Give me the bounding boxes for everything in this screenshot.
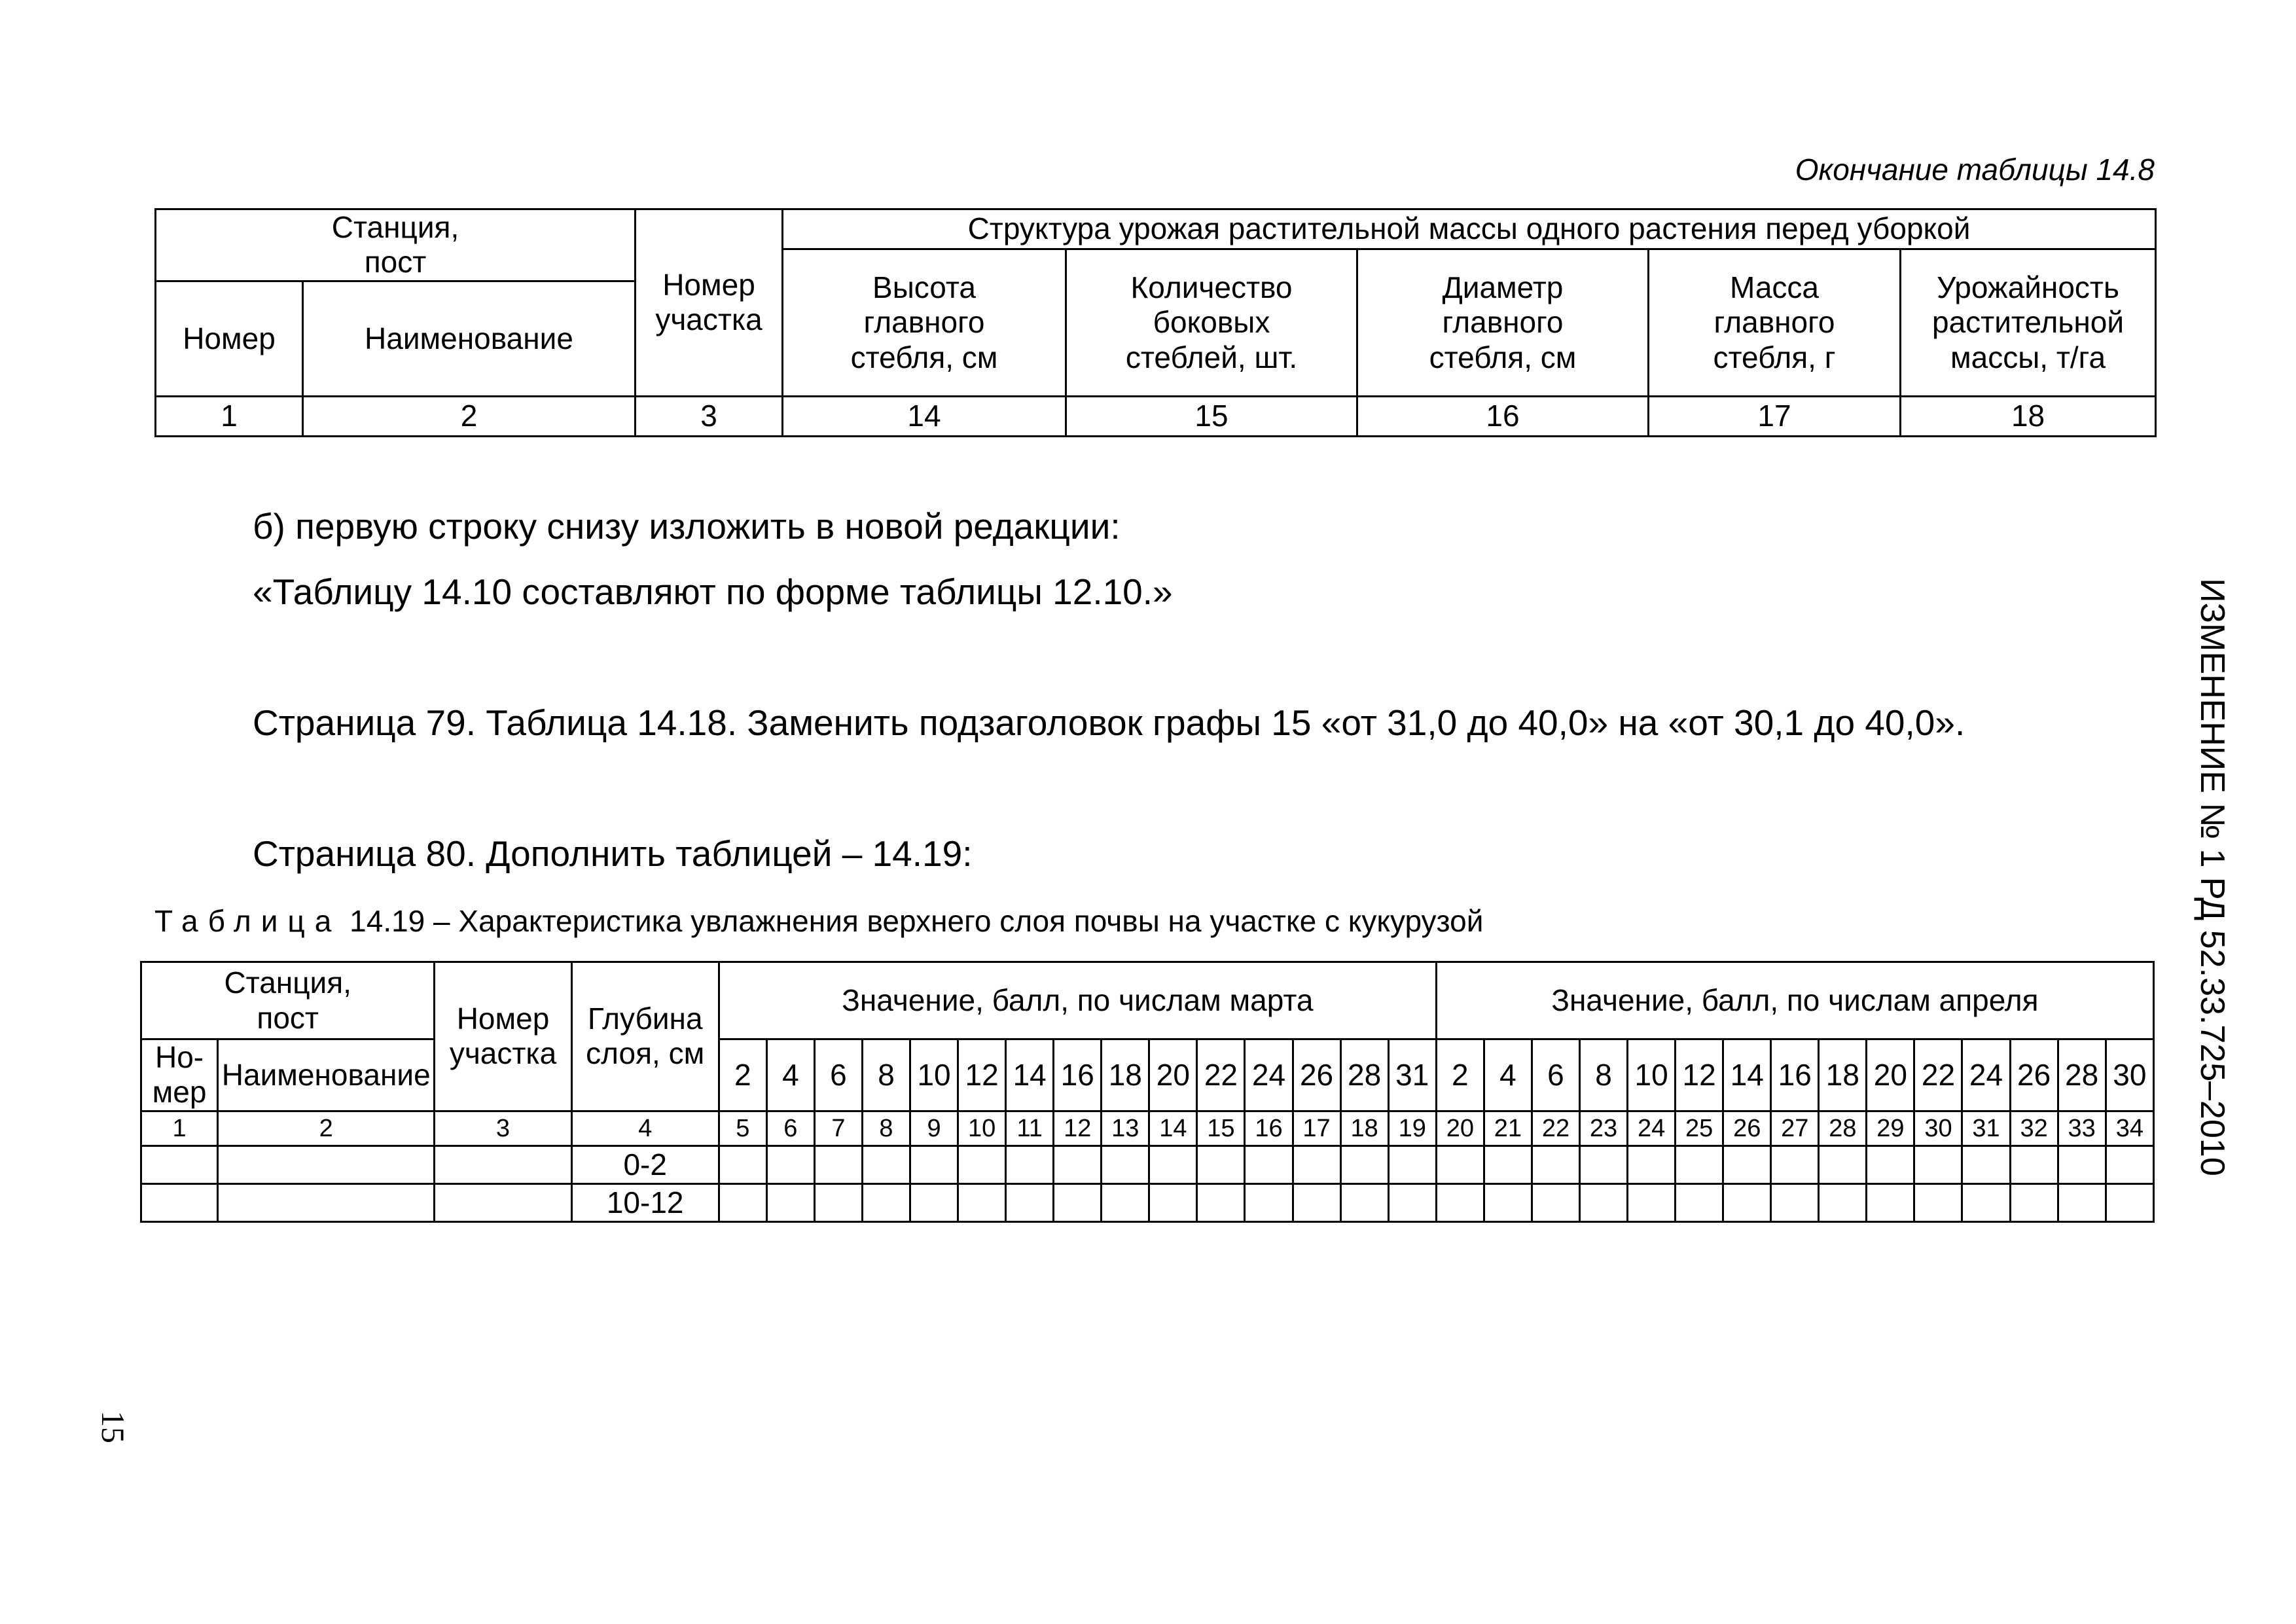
col-number-cell: 15	[1197, 1111, 1245, 1146]
header-name: Наименование	[303, 281, 636, 396]
march-day-cell: 22	[1197, 1039, 1245, 1111]
header-col-18: Урожайность растительной массы, т/га	[1901, 249, 2156, 397]
march-day-cell: 26	[1293, 1039, 1340, 1111]
april-day-cell: 24	[1962, 1039, 2010, 1111]
april-day-cell: 4	[1484, 1039, 1532, 1111]
march-day-cell: 2	[719, 1039, 766, 1111]
col-number-cell: 34	[2106, 1111, 2153, 1146]
col-number-cell: 24	[1628, 1111, 1676, 1146]
table-row	[141, 1146, 2154, 1183]
march-day-cell: 12	[958, 1039, 1006, 1111]
depth-cell: 10-12	[571, 1183, 719, 1221]
april-day-cell: 26	[2010, 1039, 2058, 1111]
april-day-cell: 2	[1436, 1039, 1484, 1111]
col-number-cell: 33	[2058, 1111, 2106, 1146]
col-number-cell: 17	[1649, 396, 1901, 436]
header-col-14: Высота главного стебля, см	[783, 249, 1066, 397]
caption-word: Таблица	[154, 904, 342, 938]
april-day-cell: 18	[1819, 1039, 1867, 1111]
col-number-cell: 1	[141, 1111, 218, 1146]
col-number-cell: 17	[1293, 1111, 1340, 1146]
col-number-cell: 1	[156, 396, 303, 436]
april-day-cell: 8	[1579, 1039, 1627, 1111]
page-number: 15	[95, 1411, 132, 1443]
col-number-cell: 29	[1867, 1111, 1914, 1146]
col-number-cell: 26	[1723, 1111, 1771, 1146]
header-depth: Глубина слоя, см	[571, 962, 719, 1111]
april-day-cell: 10	[1628, 1039, 1676, 1111]
april-day-cell: 28	[2058, 1039, 2106, 1111]
col-number-cell: 3	[435, 1111, 571, 1146]
col-number-cell: 14	[1149, 1111, 1197, 1146]
col-number-cell: 14	[783, 396, 1066, 436]
header-station-post: Станция, пост	[141, 962, 435, 1039]
april-day-cell: 22	[1914, 1039, 1962, 1111]
col-number-cell: 9	[910, 1111, 958, 1146]
col-number-cell: 7	[814, 1111, 862, 1146]
paragraph-table-14-10: «Таблицу 14.10 составляют по форме таблицы 12.10.»	[253, 571, 1173, 612]
table-14-19-caption	[154, 903, 1483, 939]
march-day-cell: 18	[1102, 1039, 1149, 1111]
table-14-8-ending	[154, 208, 2157, 437]
depth-cell: 0-2	[571, 1146, 719, 1183]
col-number-cell: 27	[1771, 1111, 1819, 1146]
col-number-cell: 32	[2010, 1111, 2058, 1146]
col-number-cell: 5	[719, 1111, 766, 1146]
col-number-cell: 6	[766, 1111, 814, 1146]
col-number-cell: 16	[1357, 396, 1649, 436]
header-col-17: Масса главного стебля, г	[1649, 249, 1901, 397]
header-plot-number: Номер участка	[636, 209, 783, 397]
april-day-cell: 16	[1771, 1039, 1819, 1111]
col-number-cell: 18	[1901, 396, 2156, 436]
col-number-cell: 18	[1340, 1111, 1388, 1146]
col-number-cell: 20	[1436, 1111, 1484, 1146]
col-number-cell: 31	[1962, 1111, 2010, 1146]
april-day-cell: 6	[1532, 1039, 1579, 1111]
col-number-cell: 25	[1676, 1111, 1723, 1146]
col-number-cell: 30	[1914, 1111, 1962, 1146]
continuation-label: Окончание таблицы 14.8	[1795, 153, 2155, 187]
header-name: Наименование	[218, 1039, 435, 1111]
col-number-cell: 10	[958, 1111, 1006, 1146]
col-number-cell: 13	[1102, 1111, 1149, 1146]
april-day-cell: 12	[1676, 1039, 1723, 1111]
april-day-cell: 20	[1867, 1039, 1914, 1111]
col-number-cell: 19	[1388, 1111, 1436, 1146]
april-day-cell: 14	[1723, 1039, 1771, 1111]
header-plot-number: Номер участка	[435, 962, 571, 1111]
paragraph-page-80: Страница 80. Дополнить таблицей – 14.19:	[253, 833, 973, 874]
header-structure: Структура урожая растительной массы одного растения перед уборкой	[783, 209, 2156, 249]
april-day-cell: 30	[2106, 1039, 2153, 1111]
march-day-cell: 28	[1340, 1039, 1388, 1111]
header-col-15: Количество боковых стеблей, шт.	[1066, 249, 1357, 397]
march-day-cell: 16	[1054, 1039, 1102, 1111]
col-number-cell: 11	[1006, 1111, 1054, 1146]
col-number-cell: 15	[1066, 396, 1357, 436]
col-number-cell: 4	[571, 1111, 719, 1146]
header-april: Значение, балл, по числам апреля	[1436, 962, 2153, 1039]
march-day-cell: 10	[910, 1039, 958, 1111]
header-number: Номер	[156, 281, 303, 396]
march-day-cell: 24	[1245, 1039, 1293, 1111]
table-14-19	[140, 961, 2155, 1223]
col-number-cell: 2	[303, 396, 636, 436]
col-number-cell: 12	[1054, 1111, 1102, 1146]
header-march: Значение, балл, по числам марта	[719, 962, 1436, 1039]
caption-rest: 14.19 – Характеристика увлажнения верхнего слоя почвы на участке с кукурузой	[341, 904, 1484, 938]
table-row	[141, 1183, 2154, 1221]
col-number-cell: 23	[1579, 1111, 1627, 1146]
col-number-cell: 3	[636, 396, 783, 436]
paragraph-b-first-row: б) первую строку снизу изложить в новой редакции:	[253, 506, 1121, 547]
march-day-cell: 14	[1006, 1039, 1054, 1111]
col-number-cell: 21	[1484, 1111, 1532, 1146]
march-day-cell: 20	[1149, 1039, 1197, 1111]
header-station-post: Станция, пост	[156, 209, 636, 281]
header-col-16: Диаметр главного стебля, см	[1357, 249, 1649, 397]
col-number-cell: 28	[1819, 1111, 1867, 1146]
header-number: Но- мер	[141, 1039, 218, 1111]
march-day-cell: 31	[1388, 1039, 1436, 1111]
col-number-cell: 2	[218, 1111, 435, 1146]
march-day-cell: 8	[862, 1039, 910, 1111]
paragraph-page-79: Страница 79. Таблица 14.18. Заменить подзаголовок графы 15 «от 31,0 до 40,0» на «от 30,1 до 40,0».	[253, 702, 1965, 743]
col-number-cell: 8	[862, 1111, 910, 1146]
document-side-title: ИЗМЕНЕНИЕ № 1 РД 52.33.725–2010	[2193, 578, 2231, 1176]
march-day-cell: 6	[814, 1039, 862, 1111]
col-number-cell: 16	[1245, 1111, 1293, 1146]
col-number-cell: 22	[1532, 1111, 1579, 1146]
march-day-cell: 4	[766, 1039, 814, 1111]
